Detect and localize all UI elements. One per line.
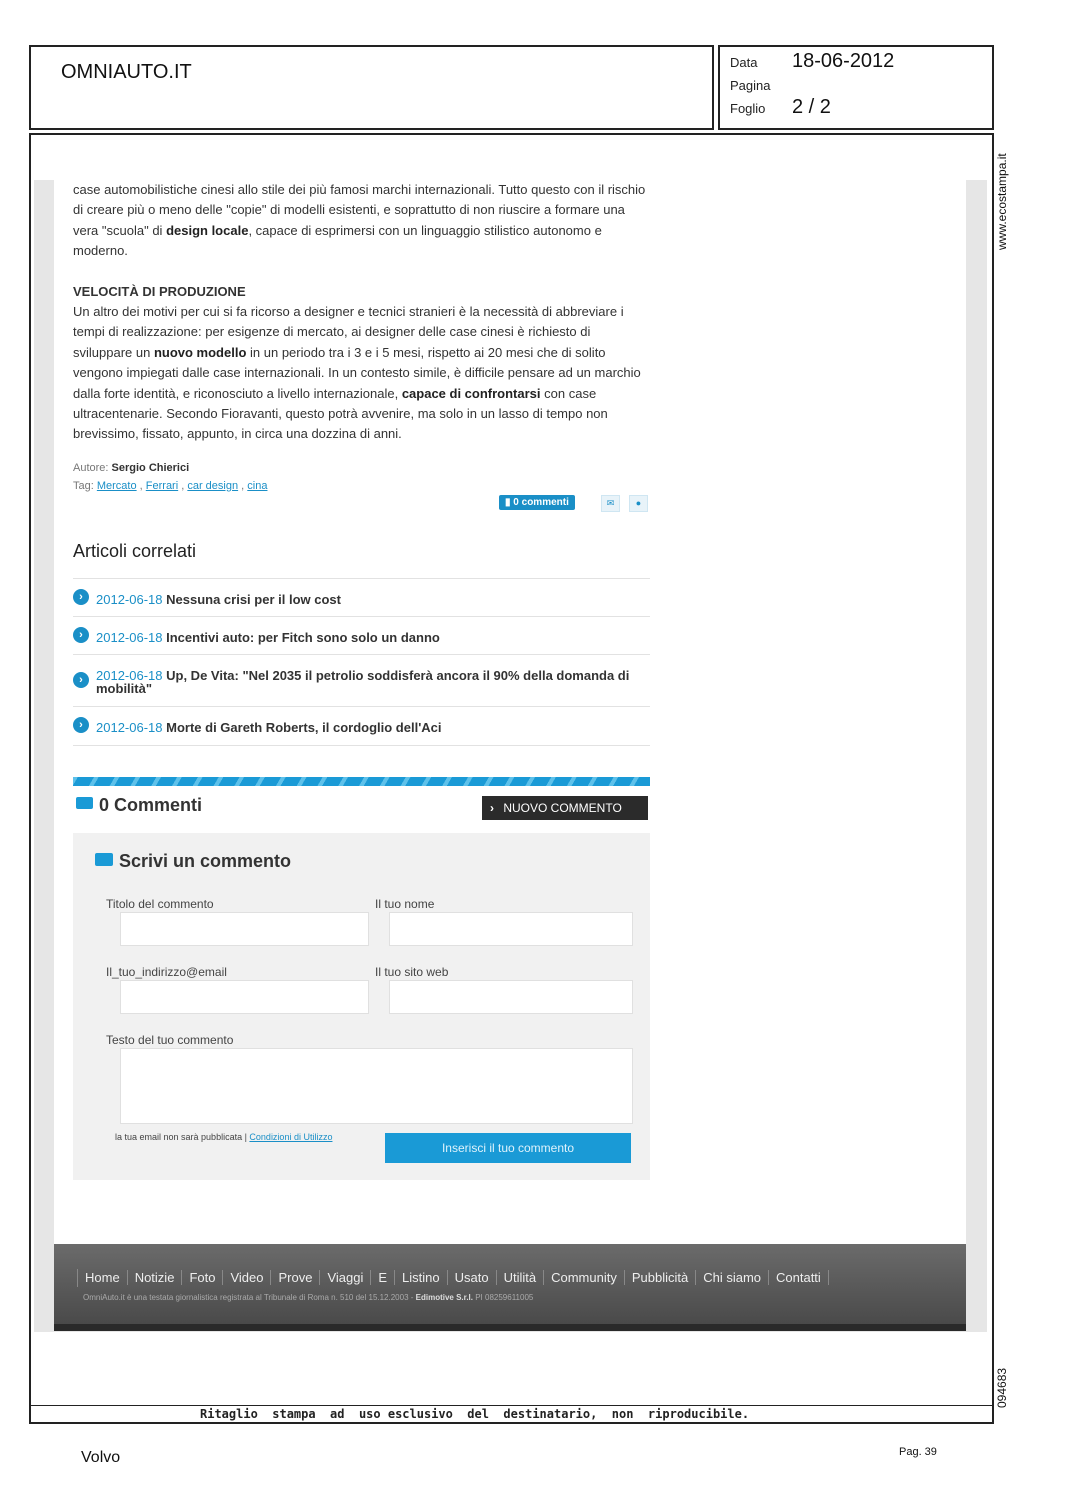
comment-textarea[interactable]: [120, 1048, 633, 1124]
footer-nav-item[interactable]: Pubblicità: [625, 1270, 696, 1285]
comment-title-label: Titolo del commento: [106, 897, 214, 911]
footer-nav: [77, 1269, 829, 1287]
side-site-url: www.ecostampa.it: [995, 153, 1009, 250]
related-item-date: 2012-06-18: [96, 592, 167, 607]
related-item[interactable]: [73, 616, 650, 654]
comments-bubble-icon: [76, 797, 93, 809]
related-list: [73, 578, 650, 746]
footer-nav-item[interactable]: Chi siamo: [696, 1270, 769, 1285]
arrow-right-icon: ›: [73, 672, 89, 688]
name-label: Il tuo nome: [375, 897, 435, 911]
new-comment-label: NUOVO COMMENTO: [503, 801, 622, 815]
arrow-right-icon: ›: [73, 717, 89, 733]
bold-phrase: design locale: [166, 222, 249, 238]
bold-phrase: capace di confrontarsi: [401, 385, 541, 401]
email-input[interactable]: [120, 980, 369, 1014]
author-name: Sergio Chierici: [111, 462, 190, 474]
related-item-title: Nessuna crisi per il low cost: [166, 592, 341, 607]
header-source-box: [29, 45, 714, 130]
related-item-date: 2012-06-18: [96, 630, 167, 645]
notice-divider: [29, 1405, 994, 1406]
comment-bubble-icon: ▮: [505, 497, 511, 508]
article-paragraph-1: [73, 180, 653, 262]
footer-legal: [83, 1293, 533, 1302]
side-code: 094683: [995, 1367, 1009, 1408]
text-run: con case ultracentenarie. Secondo Fioravanti, questo potrà avvenire, ma solo in un lasso di tempo non brevissimo, fissato, appunto, in circa una dozzina di anni.: [73, 385, 608, 442]
comments-title: 0 Commenti: [99, 795, 203, 815]
related-item-text: [96, 721, 651, 734]
footer-nav-item[interactable]: Video: [223, 1270, 271, 1285]
form-bubble-icon: [95, 853, 113, 866]
email-label: Il_tuo_indirizzo@email: [106, 965, 227, 979]
comment-title-input[interactable]: [120, 912, 369, 946]
author-label: Autore:: [73, 462, 112, 474]
related-item[interactable]: [73, 706, 650, 746]
footer-vat: PI 08259611005: [473, 1293, 534, 1302]
article-heading: VELOCITÀ DI PRODUZIONE: [73, 283, 246, 299]
submit-comment-button[interactable]: Inserisci il tuo commento: [385, 1133, 631, 1163]
chat-share-button[interactable]: [629, 495, 648, 512]
footer-nav-item[interactable]: E: [371, 1270, 395, 1285]
form-title: Scrivi un commento: [119, 851, 292, 871]
page-label: Pagina: [730, 78, 771, 93]
footer-company: Edimotive S.r.l.: [415, 1293, 473, 1302]
related-item-date: 2012-06-18: [96, 720, 167, 735]
header-meta-box: [718, 45, 994, 130]
chevron-right-icon: ›: [490, 801, 494, 815]
text-run: Un altro dei motivi per cui si fa ricorso a designer e tecnici stranieri è la necessità di abbreviare i tempi di realizzazione: per esigenze di mercato, ai designer delle case cinesi è richiesto di sviluppare un: [73, 304, 624, 360]
comments-count-label: 0 commenti: [513, 497, 569, 508]
comment-text-label: Testo del tuo commento: [106, 1033, 234, 1047]
name-input[interactable]: [389, 912, 633, 946]
mail-icon: ✉: [606, 498, 615, 508]
related-item-text: [96, 593, 651, 606]
tag-list: Mercato , Ferrari , car design , cina: [96, 480, 268, 492]
related-item-title: Morte di Gareth Roberts, il cordoglio dell'Aci: [166, 720, 442, 735]
related-item-text: [96, 631, 651, 644]
footer-nav-item[interactable]: Listino: [395, 1270, 448, 1285]
comments-count-button[interactable]: [499, 495, 575, 510]
sheet-label: Foglio: [730, 101, 766, 116]
related-item[interactable]: [73, 654, 650, 706]
chat-icon: ●: [635, 498, 642, 508]
new-comment-button[interactable]: [482, 796, 648, 820]
footer-nav-item[interactable]: Home: [78, 1270, 128, 1285]
arrow-right-icon: ›: [73, 627, 89, 643]
related-item-text: [96, 669, 651, 695]
comments-stripe: [73, 777, 650, 786]
footer-legal-text: OmniAuto.it è una testata giornalistica registrata al Tribunale di Roma n. 510 del 15.12.2003 -: [83, 1293, 416, 1302]
text-run: case automobilistiche cinesi allo stile dei più famosi marchi internazionali. Tutto questo con il rischio di creare più o meno delle "copie" di modelli esistenti, e soprattutto di non riuscire a formare una vera "scuola" di: [73, 182, 646, 238]
page-number: Pag. 39: [899, 1446, 937, 1458]
footer-nav-item[interactable]: Contatti: [769, 1270, 829, 1285]
website-label: Il tuo sito web: [375, 965, 449, 979]
author-line: [73, 462, 189, 474]
footer-nav-item[interactable]: Viaggi: [320, 1270, 371, 1285]
comment-form: [73, 833, 650, 1180]
related-item-title: Incentivi auto: per Fitch sono solo un danno: [166, 630, 440, 645]
tag-label: Tag:: [73, 480, 97, 492]
arrow-right-icon: ›: [73, 589, 89, 605]
tag-line: [73, 480, 267, 492]
reproduction-notice: Ritaglio stampa ad uso esclusivo del destinatario, non riproducibile.: [200, 1407, 750, 1421]
tag-link[interactable]: cina: [247, 480, 268, 492]
footer-nav-item[interactable]: Community: [544, 1270, 625, 1285]
form-header: [95, 851, 291, 872]
footer-nav-item[interactable]: Foto: [182, 1270, 223, 1285]
website-input[interactable]: [389, 980, 633, 1014]
related-item[interactable]: [73, 578, 650, 616]
date-value: 18-06-2012: [792, 50, 895, 72]
privacy-note: [115, 1132, 345, 1142]
footer-bottom-bar: [54, 1324, 966, 1331]
tag-link[interactable]: Ferrari: [145, 480, 179, 492]
client-name: Volvo: [81, 1449, 121, 1466]
article-body: [73, 180, 653, 445]
terms-link[interactable]: Condizioni di Utilizzo: [249, 1132, 333, 1142]
footer-nav-item[interactable]: Prove: [271, 1270, 320, 1285]
footer-nav-item[interactable]: Utilità: [497, 1270, 545, 1285]
text-run: in un periodo tra i 3 e i 5 mesi, rispetto ai 20 mesi che di solito vengono impiegati dalle case internazionali. In un contesto simile, è difficile pensare ad un marchio dalla forte identità, e riconosciuto a livello internazionale,: [73, 344, 641, 401]
related-item-title: Up, De Vita: "Nel 2035 il petrolio soddisferà ancora il 90% della domanda di mobilità": [96, 668, 630, 696]
date-label: Data: [730, 55, 758, 70]
bold-phrase: nuovo modello: [153, 344, 247, 360]
email-share-button[interactable]: [601, 495, 620, 512]
text-run: , capace di esprimersi con un linguaggio stilistico autonomo e moderno.: [73, 222, 602, 259]
sheet-value: 2 / 2: [792, 96, 831, 118]
source-title: OMNIAUTO.IT: [61, 61, 192, 83]
article-paragraph-2: [73, 302, 653, 445]
footer-nav-item[interactable]: Notizie: [128, 1270, 183, 1285]
footer-nav-item[interactable]: Usato: [448, 1270, 497, 1285]
related-item-date: 2012-06-18: [96, 668, 167, 683]
related-title: Articoli correlati: [73, 541, 197, 561]
tag-link[interactable]: Mercato: [96, 480, 137, 492]
privacy-text: la tua email non sarà pubblicata |: [115, 1132, 250, 1142]
comments-header: [76, 795, 202, 816]
tag-link[interactable]: car design: [187, 480, 239, 492]
